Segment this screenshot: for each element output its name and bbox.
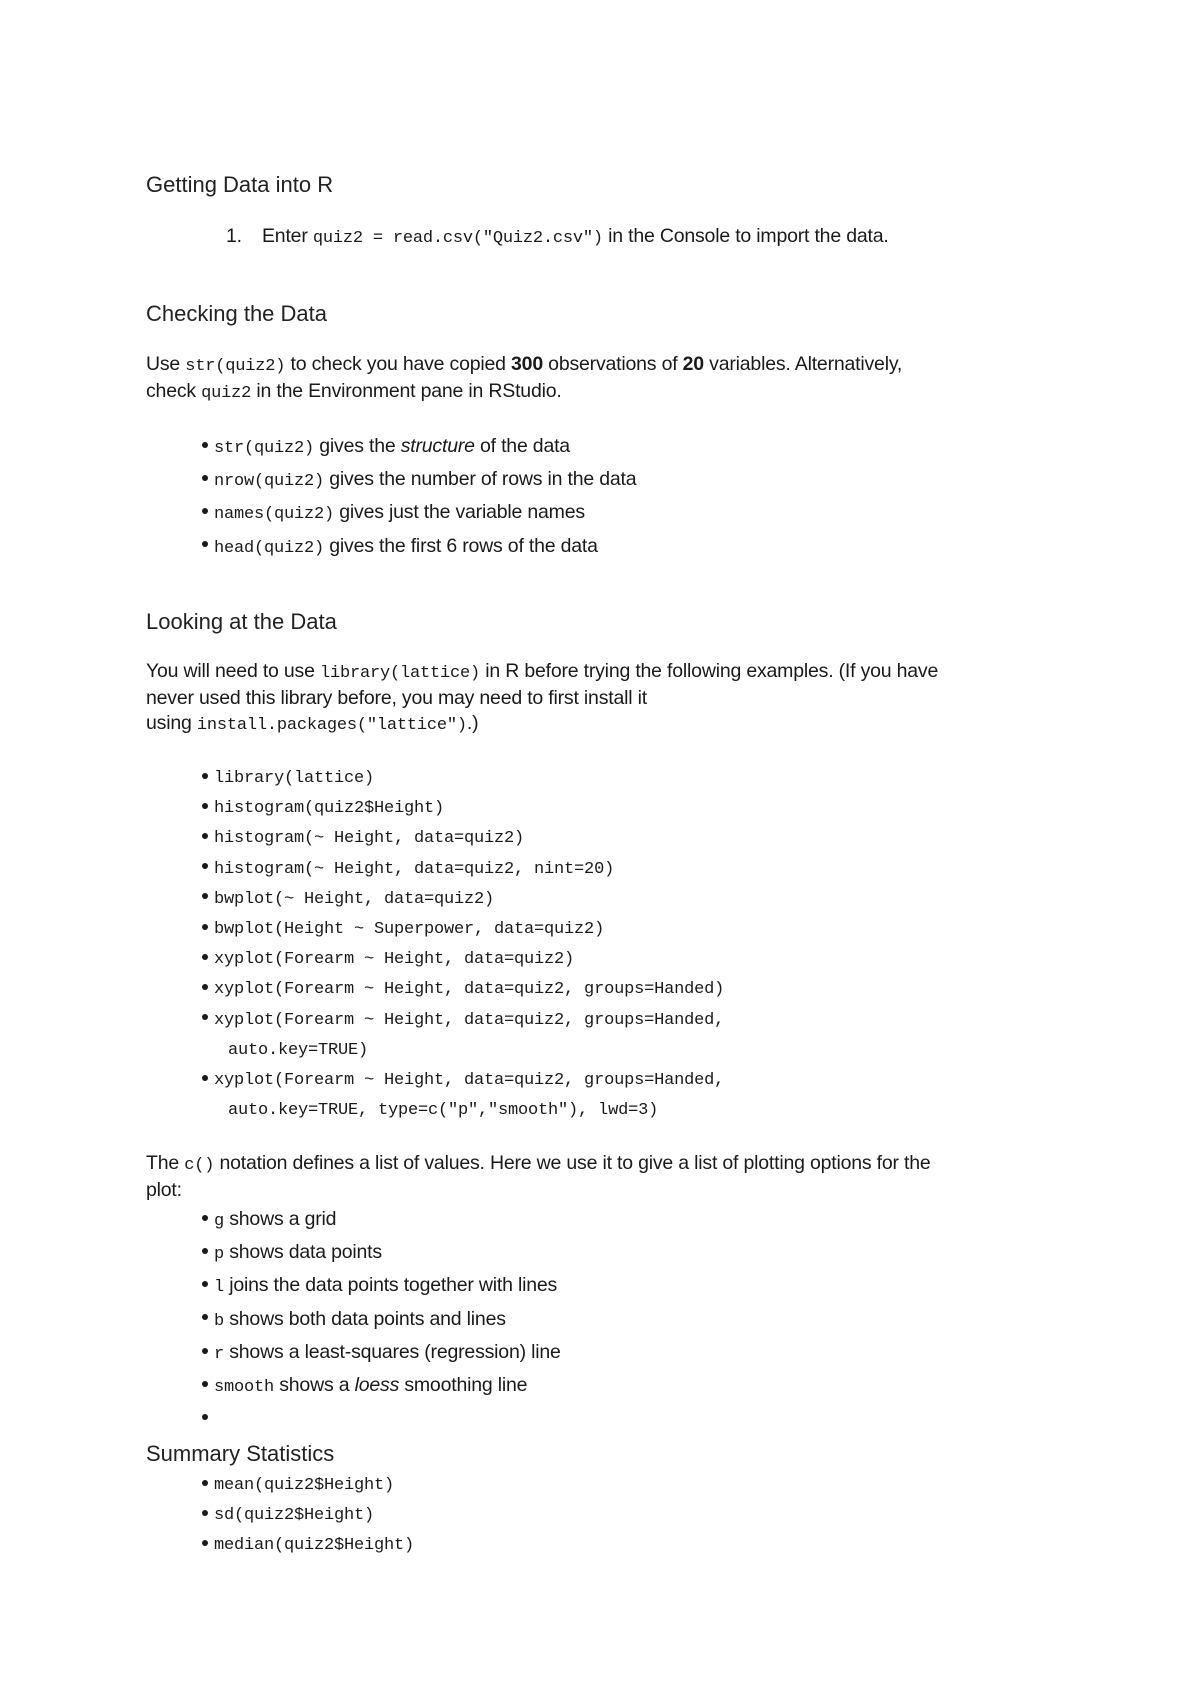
heading-checking-data: Checking the Data <box>146 301 327 326</box>
code-item-continuation: auto.key=TRUE) <box>228 1040 369 1060</box>
step-text: in the Console to import the data. <box>602 225 889 247</box>
inline-code: c() <box>184 1156 215 1175</box>
bullet-icon <box>202 442 208 448</box>
heading-looking-data: Looking at the Data <box>146 609 337 634</box>
section-looking-data <box>146 608 1066 636</box>
paragraph-line: Use str(quiz2) to check you have copied 300 observations of 20 variables. Alternatively, <box>146 353 903 376</box>
bullet-icon <box>202 1348 208 1354</box>
looking-paragraph <box>146 659 1066 738</box>
code-item: histogram(~ Height, data=quiz2) <box>202 824 1122 854</box>
list-item: p shows data points <box>202 1237 1122 1270</box>
inline-code: quiz2 <box>201 384 252 403</box>
list-item: head(quiz2) gives the first 6 rows of the data <box>202 531 1122 564</box>
paragraph-line: check quiz2 in the Environment pane in RStudio. <box>146 380 562 403</box>
bullet-icon <box>202 924 208 930</box>
bullet-icon <box>202 508 208 514</box>
code-item: mean(quiz2$Height) <box>202 1471 1122 1501</box>
code-item: xyplot(Forearm ~ Height, data=quiz2, groups=Handed) <box>202 975 1122 1005</box>
list-item: g shows a grid <box>202 1204 1122 1237</box>
inline-code: nrow(quiz2) <box>214 472 325 492</box>
code-item: library(lattice) <box>202 764 1122 794</box>
list-item: smooth shows a loess smoothing line <box>202 1370 1122 1403</box>
list-item: str(quiz2) gives the structure of the data <box>202 431 1122 464</box>
code-item: histogram(quiz2$Height) <box>202 794 1122 824</box>
inline-code: r <box>214 1344 225 1364</box>
code-item: xyplot(Forearm ~ Height, data=quiz2, groups=Handed, <box>202 1066 1122 1096</box>
bullet-icon <box>202 773 208 779</box>
section-checking-data <box>146 300 1066 328</box>
list-item: l joins the data points together with lines <box>202 1270 1122 1303</box>
summary-code-list <box>202 1471 1122 1562</box>
emphasis: loess <box>354 1374 400 1397</box>
inline-code: quiz2 = read.csv("Quiz2.csv") <box>312 229 603 248</box>
c-notation-paragraph <box>146 1151 1066 1203</box>
inline-code: names(quiz2) <box>214 505 335 525</box>
list-item-empty <box>202 1403 1122 1433</box>
list-item: b shows both data points and lines <box>202 1304 1122 1337</box>
bullet-icon <box>202 1381 208 1387</box>
paragraph-line: using install.packages("lattice").) <box>146 712 479 735</box>
bullet-icon <box>202 1075 208 1081</box>
bullet-icon <box>202 1510 208 1516</box>
inline-code: smooth <box>214 1378 275 1398</box>
bullet-icon <box>202 1480 208 1486</box>
list-item: names(quiz2) gives just the variable names <box>202 497 1122 530</box>
checking-list <box>202 431 1122 564</box>
bullet-icon <box>202 1014 208 1020</box>
bullet-icon <box>202 984 208 990</box>
bullet-icon <box>202 893 208 899</box>
inline-code: library(lattice) <box>319 664 480 683</box>
plot-options-list <box>202 1204 1122 1433</box>
bullet-icon <box>202 1540 208 1546</box>
paragraph-line: never used this library before, you may need to first install it <box>146 687 647 709</box>
code-item: bwplot(~ Height, data=quiz2) <box>202 885 1122 915</box>
list-item: nrow(quiz2) gives the number of rows in the data <box>202 464 1122 497</box>
checking-paragraph <box>146 352 1066 406</box>
step-number: 1. <box>226 225 242 247</box>
step-text: Enter <box>262 225 313 247</box>
bullet-icon <box>202 475 208 481</box>
bullet-icon <box>202 1414 208 1420</box>
paragraph-line: The c() notation defines a list of values. Here we use it to give a list of plotting options for the <box>146 1152 931 1175</box>
heading-summary-statistics: Summary Statistics <box>146 1441 335 1466</box>
bullet-icon <box>202 541 208 547</box>
inline-code: b <box>214 1311 225 1331</box>
code-item: xyplot(Forearm ~ Height, data=quiz2, groups=Handed, <box>202 1006 1122 1036</box>
bullet-icon <box>202 1248 208 1254</box>
code-item-continuation: auto.key=TRUE, type=c("p","smooth"), lwd=3) <box>228 1101 659 1121</box>
bullet-icon <box>202 1215 208 1221</box>
code-item: bwplot(Height ~ Superpower, data=quiz2) <box>202 915 1122 945</box>
bullet-icon <box>202 833 208 839</box>
section-summary-statistics <box>146 1440 1066 1468</box>
inline-code: head(quiz2) <box>214 538 325 558</box>
code-item: sd(quiz2$Height) <box>202 1501 1122 1531</box>
inline-code: str(quiz2) <box>214 439 315 458</box>
paragraph-line: You will need to use library(lattice) in R before trying the following examples. (If you have <box>146 660 939 683</box>
heading-getting-data: Getting Data into R <box>146 172 334 197</box>
inline-code: g <box>214 1212 225 1231</box>
step-1 <box>226 224 1146 251</box>
list-item: r shows a least-squares (regression) line <box>202 1337 1122 1370</box>
lattice-code-list <box>202 764 1122 1126</box>
bullet-icon <box>202 803 208 809</box>
inline-code: l <box>214 1278 225 1298</box>
code-item: histogram(~ Height, data=quiz2, nint=20) <box>202 855 1122 885</box>
inline-code: p <box>214 1245 225 1265</box>
code-item: median(quiz2$Height) <box>202 1531 1122 1561</box>
emphasis: structure <box>400 435 475 457</box>
paragraph-line: plot: <box>146 1179 182 1201</box>
section-getting-data <box>146 171 1066 199</box>
inline-code: install.packages("lattice") <box>196 716 467 735</box>
bold-value: 300 <box>511 353 543 375</box>
bullet-icon <box>202 954 208 960</box>
bold-value: 20 <box>682 353 704 375</box>
bullet-icon <box>202 863 208 869</box>
bullet-icon <box>202 1314 208 1320</box>
bullet-icon <box>202 1281 208 1287</box>
code-item: xyplot(Forearm ~ Height, data=quiz2) <box>202 945 1122 975</box>
inline-code: str(quiz2) <box>185 357 286 376</box>
